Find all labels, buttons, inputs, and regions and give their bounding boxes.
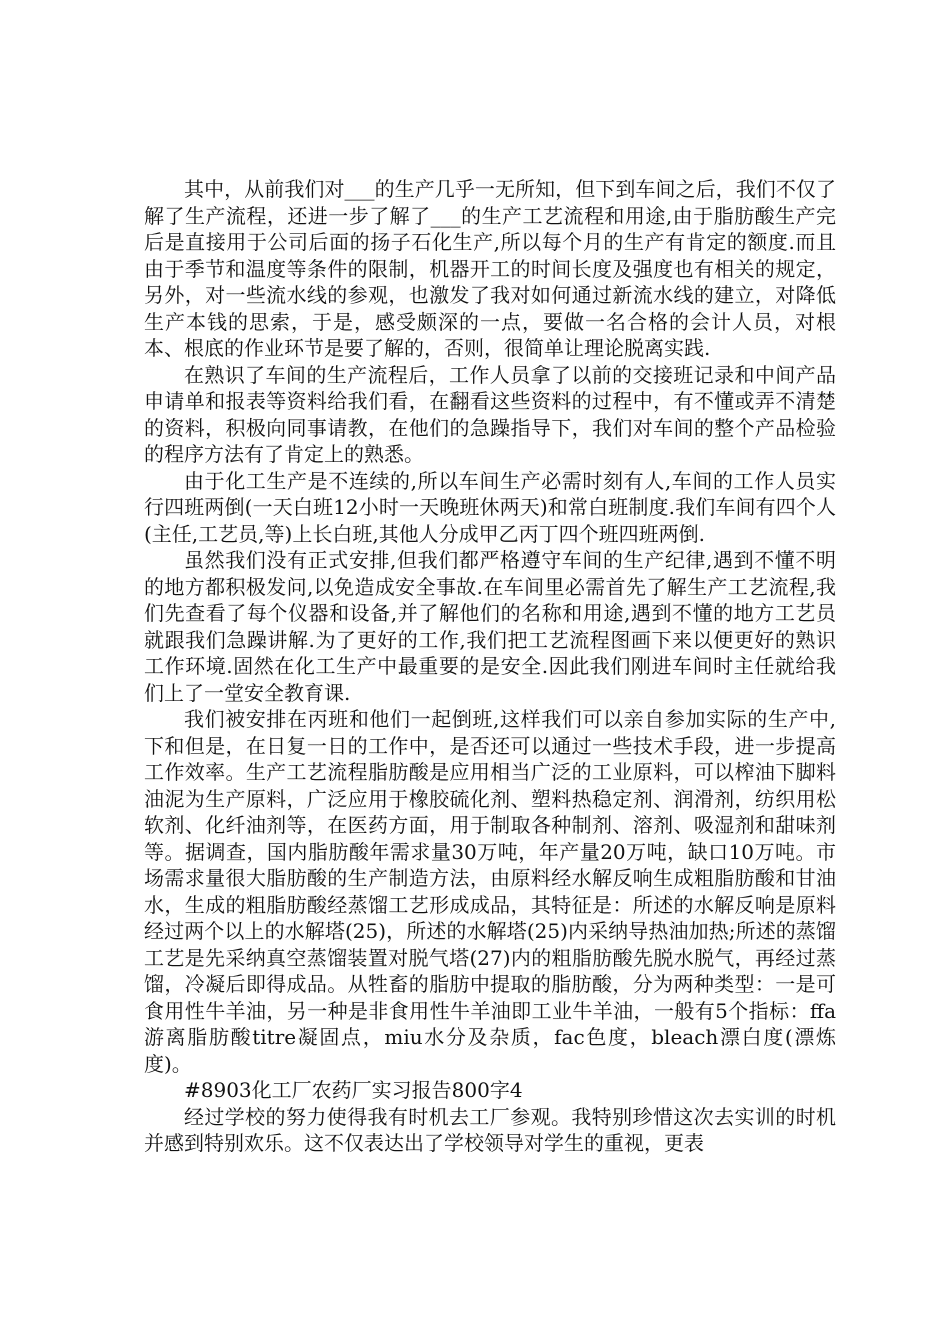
paragraph-fatty-acid-process: 我们被安排在丙班和他们一起倒班,这样我们可以亲自参加实际的生产中,下和但是，在日复一日的工作中，是否还可以通过一些技术手段，进一步提高工作效率。生产工艺流程脂肪酸是应用相当广泛的工业原料，可以榨油下脚料油泥为生产原料，广泛应用于橡胶硫化剂、塑料热稳定剂、润滑剂，纺织用松软剂、化纤油剂等，在医药方面，用于制取各种制剂、溶剂、吸湿剂和甜味剂等。据调查，国内脂肪酸年需求量30万吨，年产量20万吨，缺口10万吨。市场需求量很大脂肪酸的生产制造方法，由原料经水解反响生成粗脂肪酸和甘油水，生成的粗脂肪酸经蒸馏工艺形成成品，其特征是：所述的水解反响是原料经过两个以上的水解塔(25)，所述的水解塔(25)内采纳导热油加热;所述的蒸馏工艺是先采纳真空蒸馏装置对脱气塔(27)内的粗脂肪酸先脱水脱气，再经过蒸馏，冷凝后即得成品。从牲畜的脂肪中提取的脂肪酸，分为两种类型：一是可食用性牛羊油，另一种是非食用性牛羊油即工业牛羊油，一般有5个指标：ffa游离脂肪酸titre凝固点，miu水分及杂质，fac色度，bleach漂白度(漂炼度)。 [144,707,836,1076]
paragraph-safety: 虽然我们没有正式安排,但我们都严格遵守车间的生产纪律,遇到不懂不明的地方都积极发问,以免造成安全事故.在车间里必需首先了解生产工艺流程,我们先查看了每个仪器和设备,并了解他们的名称和用途,遇到不懂的地方工艺员就跟我们急躁讲解.为了更好的工作,我们把工艺流程图画下来以便更好的熟识工作环境.固然在化工生产中最重要的是安全.因此我们刚进车间时主任就给我们上了一堂安全教育课. [144,548,836,705]
paragraph-shifts: 由于化工生产是不连续的,所以车间生产必需时刻有人,车间的工作人员实行四班两倒(一天白班12小时一天晚班休两天)和常白班制度.我们车间有四个人(主任,工艺员,等)上长白班,其他人分成甲乙丙丁四个班四班两倒. [144,468,836,546]
paragraph-records: 在熟识了车间的生产流程后，工作人员拿了以前的交接班记录和中间产品申请单和报表等资料给我们看，在翻看这些资料的过程中，有不懂或弄不清楚的资料，积极向同事请教，在他们的急躁指导下，我们对车间的整个产品检验的程序方法有了肯定上的熟悉。 [144,362,836,466]
document-body [144,176,836,1157]
paragraph-workshop-intro: 其中，从前我们对___的生产几乎一无所知，但下到车间之后，我们不仅了解了生产流程，还进一步了解了___的生产工艺流程和用途,由于脂肪酸生产完后是直接用于公司后面的扬子石化生产,所以每个月的生产有肯定的额度.而且由于季节和温度等条件的限制，机器开工的时间长度及强度也有相关的规定，另外，对一些流水线的参观，也激发了我对如何通过新流水线的建立，对降低生产本钱的思索，于是，感受颇深的一点，要做一名合格的会计人员，对根本、根底的作业环节是要了解的，否则，很简单让理论脱离实践. [144,177,836,360]
paragraph-closing: 经过学校的努力使得我有时机去工厂参观。我特别珍惜这次去实训的时机并感到特别欢乐。这不仅表达出了学校领导对学生的重视，更表 [144,1104,836,1155]
section-heading: #8903化工厂农药厂实习报告800字4 [184,1078,523,1102]
